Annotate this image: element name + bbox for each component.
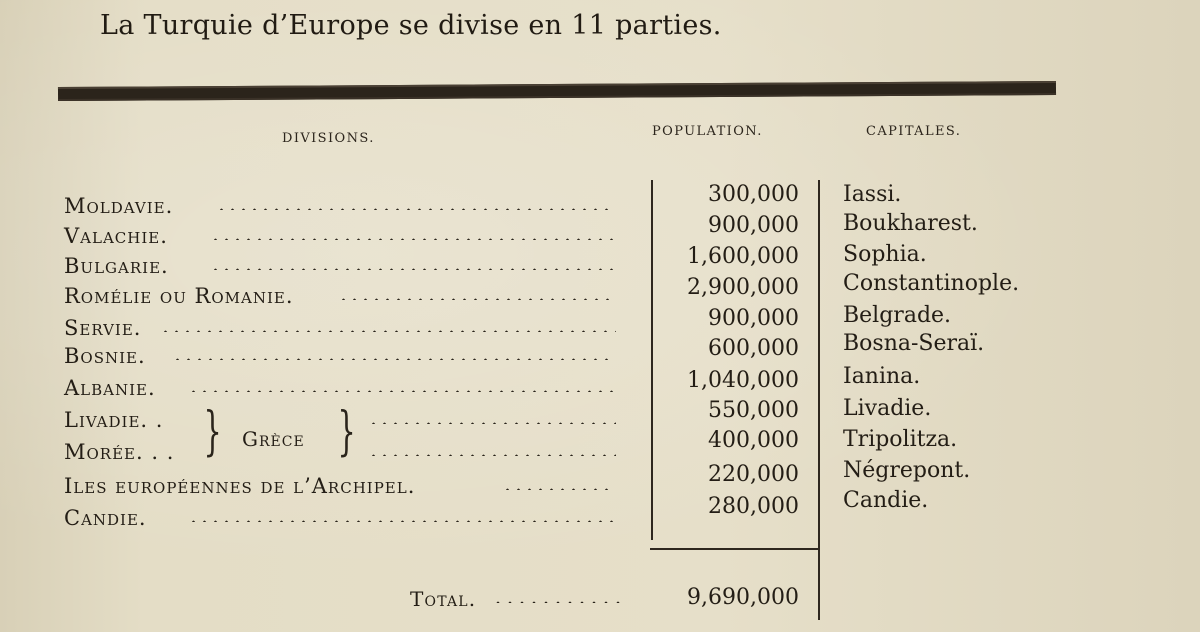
population-value: 220,000 bbox=[708, 462, 799, 487]
division-name: Albanie. bbox=[64, 376, 156, 400]
header-population: POPULATION. bbox=[652, 124, 763, 139]
capital-name: Constantinople. bbox=[843, 271, 1020, 296]
capital-name: Négrepont. bbox=[843, 458, 971, 483]
population-value: 550,000 bbox=[708, 398, 799, 423]
table-row bbox=[0, 488, 1200, 535]
total-value: 9,690,000 bbox=[687, 585, 799, 610]
table-row bbox=[0, 242, 1200, 283]
sum-line bbox=[650, 548, 818, 550]
table-row bbox=[0, 271, 1200, 313]
table-row bbox=[0, 182, 1200, 223]
division-name: Romélie ou Romanie. bbox=[64, 284, 294, 308]
division-name: Iles européennes de l’Archipel. bbox=[64, 474, 416, 498]
total-leader-dots bbox=[492, 601, 622, 603]
division-name: Bosnie. bbox=[64, 344, 146, 368]
division-name: Servie. bbox=[64, 316, 142, 340]
capital-name: Candie. bbox=[843, 488, 929, 513]
capital-name: Sophia. bbox=[843, 242, 927, 267]
leader-dots bbox=[338, 298, 616, 300]
division-name: Moldavie. bbox=[64, 194, 174, 218]
population-value: 280,000 bbox=[708, 494, 799, 519]
population-value: 600,000 bbox=[708, 336, 799, 361]
capital-name: Boukharest. bbox=[843, 211, 978, 236]
capital-name: Belgrade. bbox=[843, 303, 952, 328]
capital-name: Tripolitza. bbox=[843, 427, 958, 452]
leader-dots bbox=[188, 390, 616, 392]
table-row bbox=[0, 331, 1200, 373]
leader-dots bbox=[172, 358, 616, 360]
capital-name: Iassi. bbox=[843, 182, 902, 207]
capital-name: Livadie. bbox=[843, 396, 932, 421]
population-value: 300,000 bbox=[708, 182, 799, 207]
population-value: 400,000 bbox=[708, 428, 799, 453]
table-row bbox=[0, 364, 1200, 405]
right-brace: } bbox=[337, 402, 356, 462]
leader-dots bbox=[210, 238, 616, 240]
table-row bbox=[0, 396, 1200, 437]
leader-dots bbox=[216, 208, 616, 210]
grece-label: Grèce bbox=[242, 427, 305, 451]
header-capitales: CAPITALES. bbox=[866, 124, 962, 139]
population-value: 1,040,000 bbox=[687, 368, 799, 393]
leader-dots bbox=[502, 488, 616, 490]
leader-dots bbox=[188, 520, 616, 522]
table-row bbox=[0, 211, 1200, 253]
header-divisions: DIVISIONS. bbox=[282, 131, 375, 146]
table-row bbox=[0, 458, 1200, 503]
division-name: Valachie. bbox=[64, 224, 168, 248]
leader-dots bbox=[210, 268, 616, 270]
division-name: Candie. bbox=[64, 506, 147, 530]
population-value: 1,600,000 bbox=[687, 244, 799, 269]
table-row bbox=[0, 303, 1200, 345]
population-value: 900,000 bbox=[708, 306, 799, 331]
title: La Turquie d’Europe se divise en 11 parties. bbox=[100, 10, 722, 41]
leader-dots bbox=[368, 454, 616, 456]
left-brace: } bbox=[203, 402, 222, 462]
division-name: Morée. . . bbox=[64, 440, 175, 464]
division-name: Bulgarie. bbox=[64, 254, 169, 278]
header-rule bbox=[58, 81, 1056, 101]
capital-name: Ianina. bbox=[843, 364, 921, 389]
division-name: Livadie. . bbox=[64, 408, 164, 432]
leader-dots bbox=[160, 330, 616, 332]
capital-name: Bosna-Seraï. bbox=[843, 331, 985, 356]
population-value: 900,000 bbox=[708, 213, 799, 238]
total-label: Total. bbox=[410, 587, 477, 611]
population-value: 2,900,000 bbox=[687, 275, 799, 300]
leader-dots bbox=[368, 422, 616, 424]
